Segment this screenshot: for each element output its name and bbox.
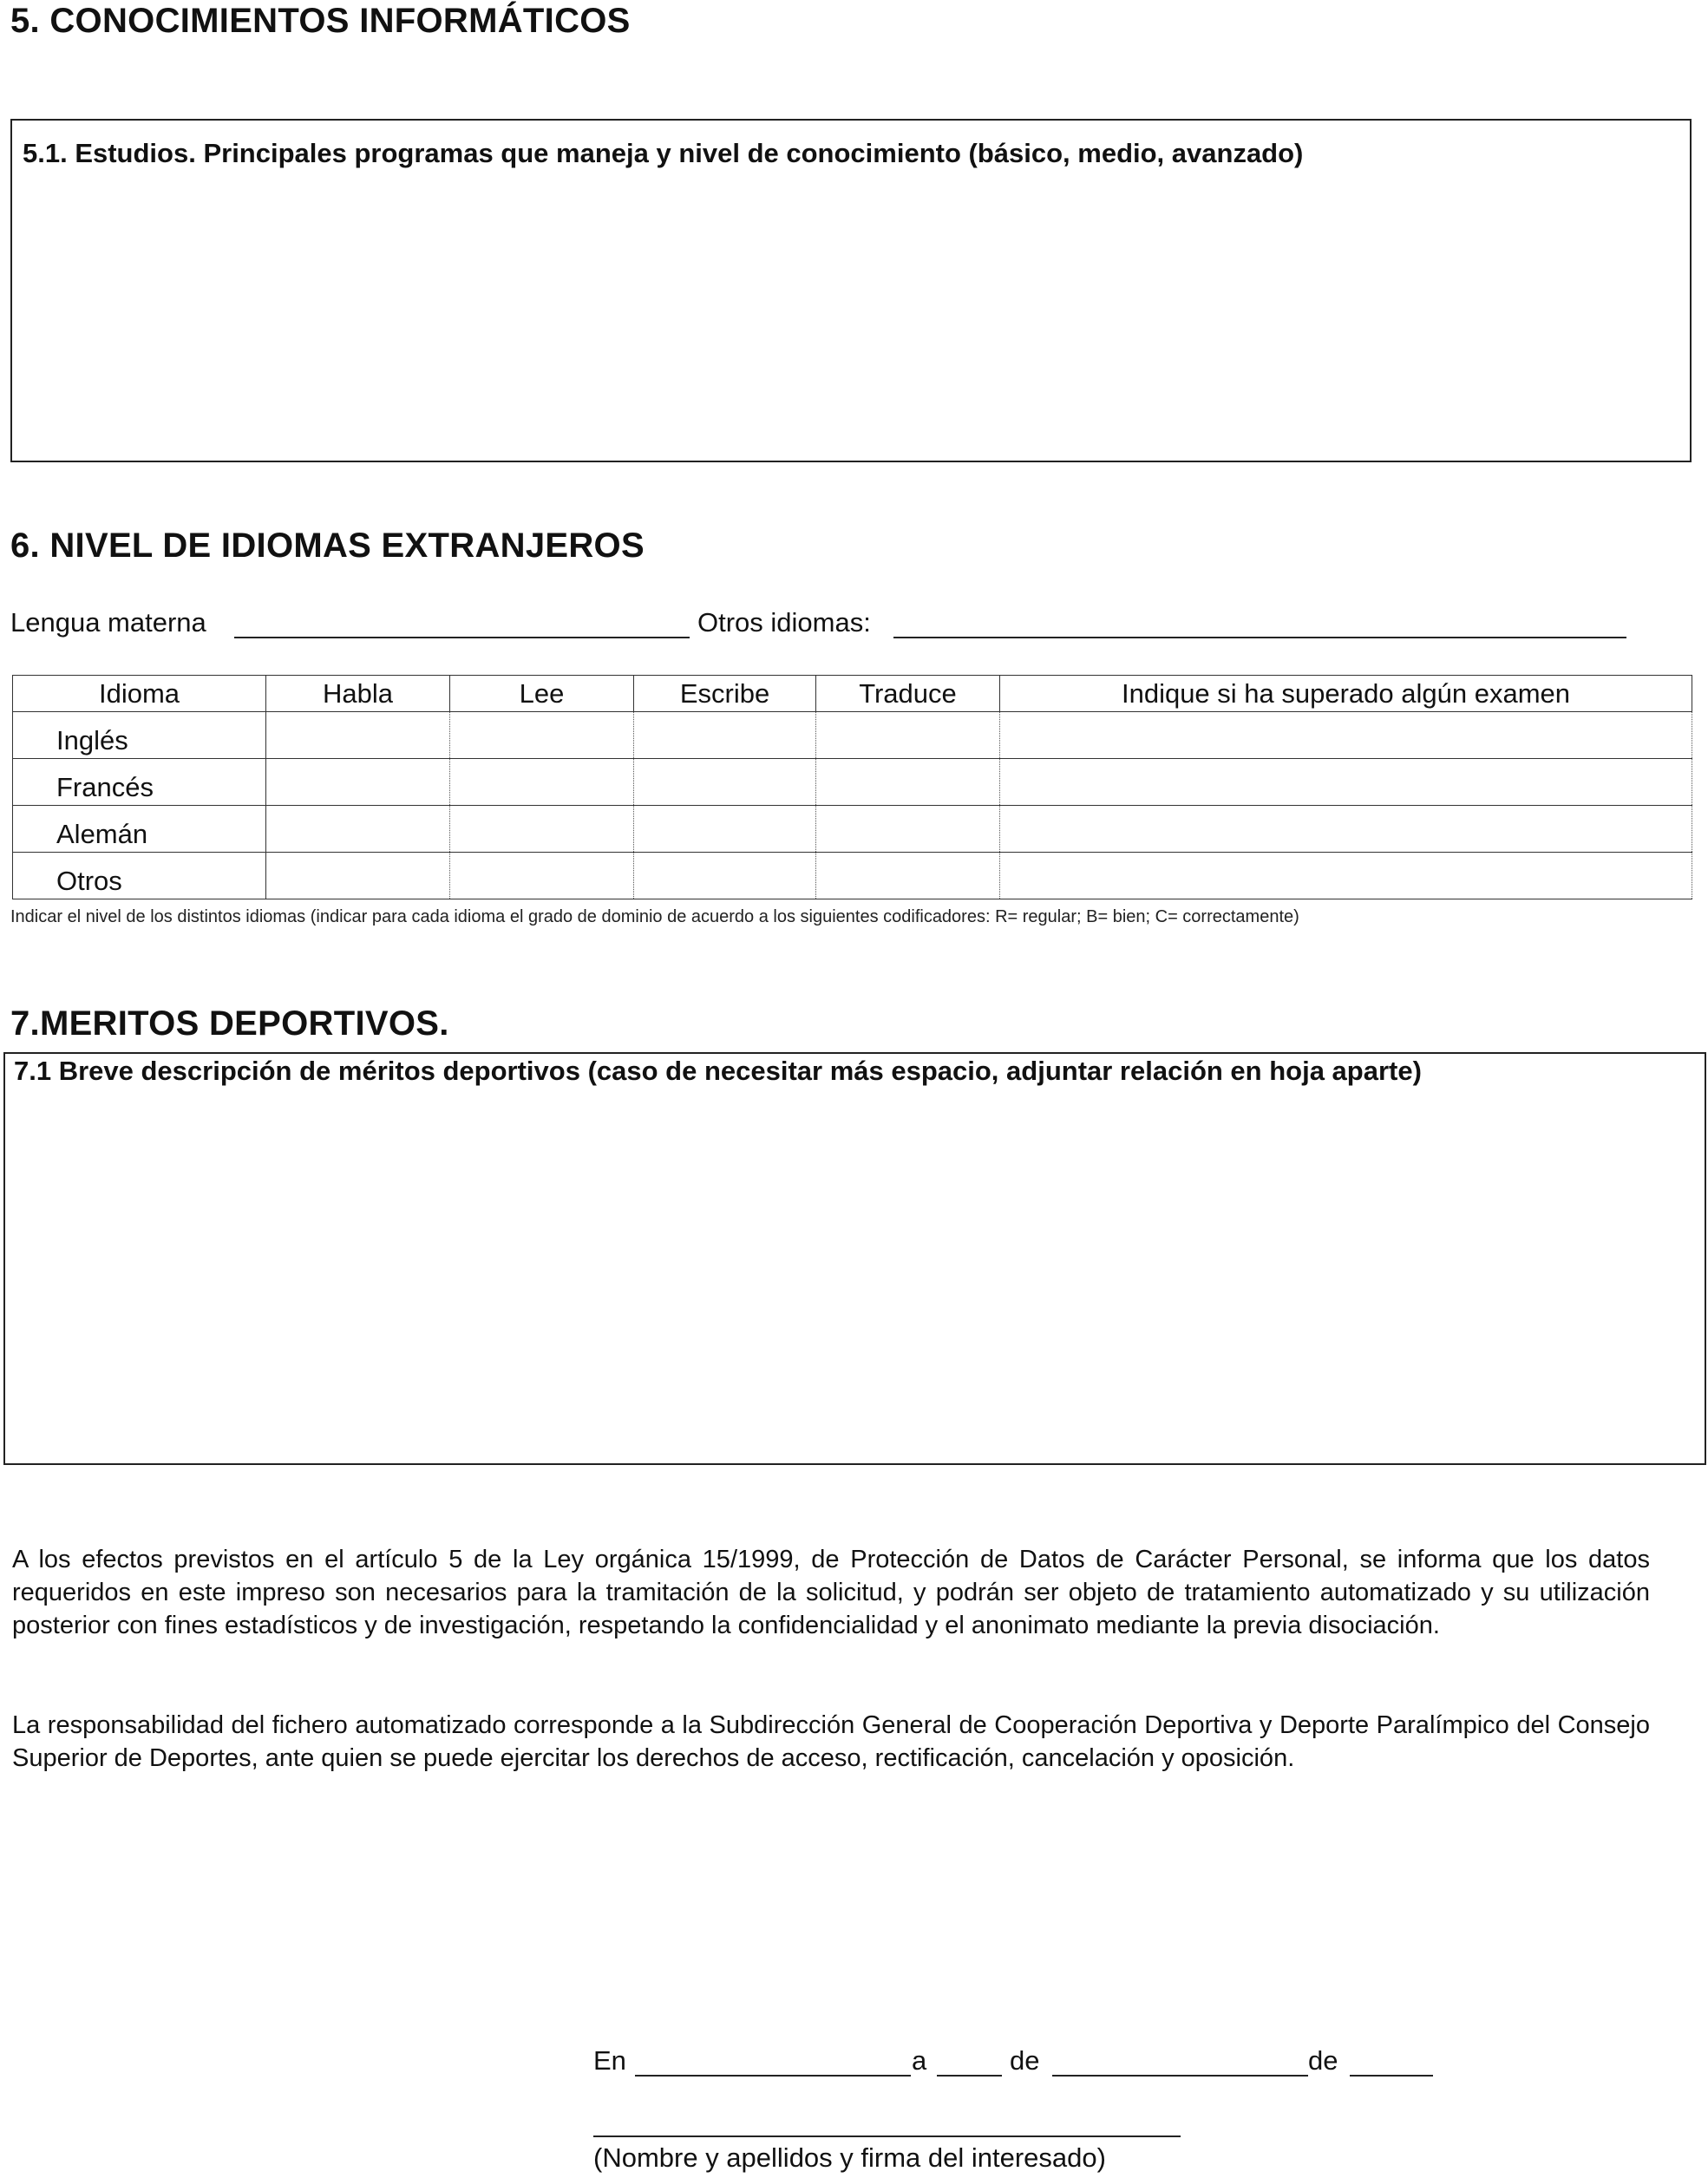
month-field[interactable] bbox=[1052, 2075, 1308, 2077]
ingles-escribe-cell[interactable] bbox=[634, 712, 816, 759]
frances-lee-cell[interactable] bbox=[450, 759, 634, 806]
table-row bbox=[13, 806, 1692, 853]
header-habla: Habla bbox=[266, 676, 450, 712]
ingles-examen-cell[interactable] bbox=[1000, 712, 1692, 759]
signature-de1-label: de bbox=[1010, 2045, 1040, 2076]
row-aleman-label: Alemán bbox=[13, 806, 266, 853]
otros-examen-cell[interactable] bbox=[1000, 853, 1692, 899]
header-lee: Lee bbox=[450, 676, 634, 712]
section-7-title: 7.MERITOS DEPORTIVOS. bbox=[10, 1004, 449, 1043]
section-6-title: 6. NIVEL DE IDIOMAS EXTRANJEROS bbox=[10, 527, 645, 565]
ingles-lee-cell[interactable] bbox=[450, 712, 634, 759]
otros-idiomas-label: Otros idiomas: bbox=[697, 607, 871, 638]
place-field[interactable] bbox=[635, 2075, 911, 2077]
responsibility-paragraph: La responsabilidad del fichero automatizado corresponde a la Subdirección General de Cooperación Deportiva y Deporte Paralímpico del Consejo Superior de Deportes, ante quien se puede ejercitar los derechos de acceso, rectificación, cancelación y oposición. bbox=[12, 1711, 1650, 1772]
year-field[interactable] bbox=[1350, 2075, 1433, 2077]
frances-habla-cell[interactable] bbox=[266, 759, 450, 806]
otros-lee-cell[interactable] bbox=[450, 853, 634, 899]
otros-habla-cell[interactable] bbox=[266, 853, 450, 899]
header-escribe: Escribe bbox=[634, 676, 816, 712]
table-row bbox=[13, 853, 1692, 899]
frances-traduce-cell[interactable] bbox=[816, 759, 1000, 806]
table-header-row bbox=[13, 676, 1692, 712]
table-row bbox=[13, 759, 1692, 806]
signature-line[interactable] bbox=[593, 2135, 1181, 2137]
row-frances-label: Francés bbox=[13, 759, 266, 806]
section-5-title: 5. CONOCIMIENTOS INFORMÁTICOS bbox=[10, 2, 631, 40]
computer-skills-box[interactable] bbox=[10, 119, 1692, 462]
otros-traduce-cell[interactable] bbox=[816, 853, 1000, 899]
aleman-traduce-cell[interactable] bbox=[816, 806, 1000, 853]
data-protection-paragraph: A los efectos previstos en el artículo 5 de la Ley orgánica 15/1999, de Protección de Datos de Carácter Personal, se informa que los datos requeridos en este impreso son necesarios para la tramitación de la solicitud, y podrán ser objeto de tratamiento automatizado y su utilización posterior con fines estadísticos y de investigación, respetando la confidencialidad y el anonimato mediante la previa disociación. bbox=[12, 1546, 1650, 1639]
signature-de2-label: de bbox=[1308, 2045, 1338, 2076]
signature-caption: (Nombre y apellidos y firma del interesado) bbox=[593, 2142, 1106, 2173]
table-row bbox=[13, 712, 1692, 759]
header-idioma: Idioma bbox=[13, 676, 266, 712]
aleman-examen-cell[interactable] bbox=[1000, 806, 1692, 853]
sports-merits-box[interactable] bbox=[3, 1052, 1706, 1465]
languages-note: Indicar el nivel de los distintos idiomas (indicar para cada idioma el grado de dominio de acuerdo a los siguientes codificadores: R= regular; B= bien; C= correctamente) bbox=[10, 907, 1299, 926]
computer-skills-label: 5.1. Estudios. Principales programas que maneja y nivel de conocimiento (básico, medio, avanzado) bbox=[23, 138, 1304, 168]
aleman-escribe-cell[interactable] bbox=[634, 806, 816, 853]
aleman-lee-cell[interactable] bbox=[450, 806, 634, 853]
signature-en-label: En bbox=[593, 2045, 626, 2076]
header-examen: Indique si ha superado algún examen bbox=[1000, 676, 1692, 712]
ingles-traduce-cell[interactable] bbox=[816, 712, 1000, 759]
row-otros-label: Otros bbox=[13, 853, 266, 899]
frances-escribe-cell[interactable] bbox=[634, 759, 816, 806]
otros-idiomas-field[interactable] bbox=[893, 637, 1626, 638]
languages-table bbox=[12, 675, 1692, 899]
otros-escribe-cell[interactable] bbox=[634, 853, 816, 899]
ingles-habla-cell[interactable] bbox=[266, 712, 450, 759]
sports-merits-label: 7.1 Breve descripción de méritos deportivos (caso de necesitar más espacio, adjuntar relación en hoja aparte) bbox=[14, 1056, 1422, 1086]
lengua-materna-field[interactable] bbox=[234, 637, 690, 638]
day-field[interactable] bbox=[937, 2075, 1002, 2077]
frances-examen-cell[interactable] bbox=[1000, 759, 1692, 806]
header-traduce: Traduce bbox=[816, 676, 1000, 712]
lengua-materna-label: Lengua materna bbox=[10, 607, 206, 638]
row-ingles-label: Inglés bbox=[13, 712, 266, 759]
signature-a-label: a bbox=[912, 2045, 927, 2076]
aleman-habla-cell[interactable] bbox=[266, 806, 450, 853]
